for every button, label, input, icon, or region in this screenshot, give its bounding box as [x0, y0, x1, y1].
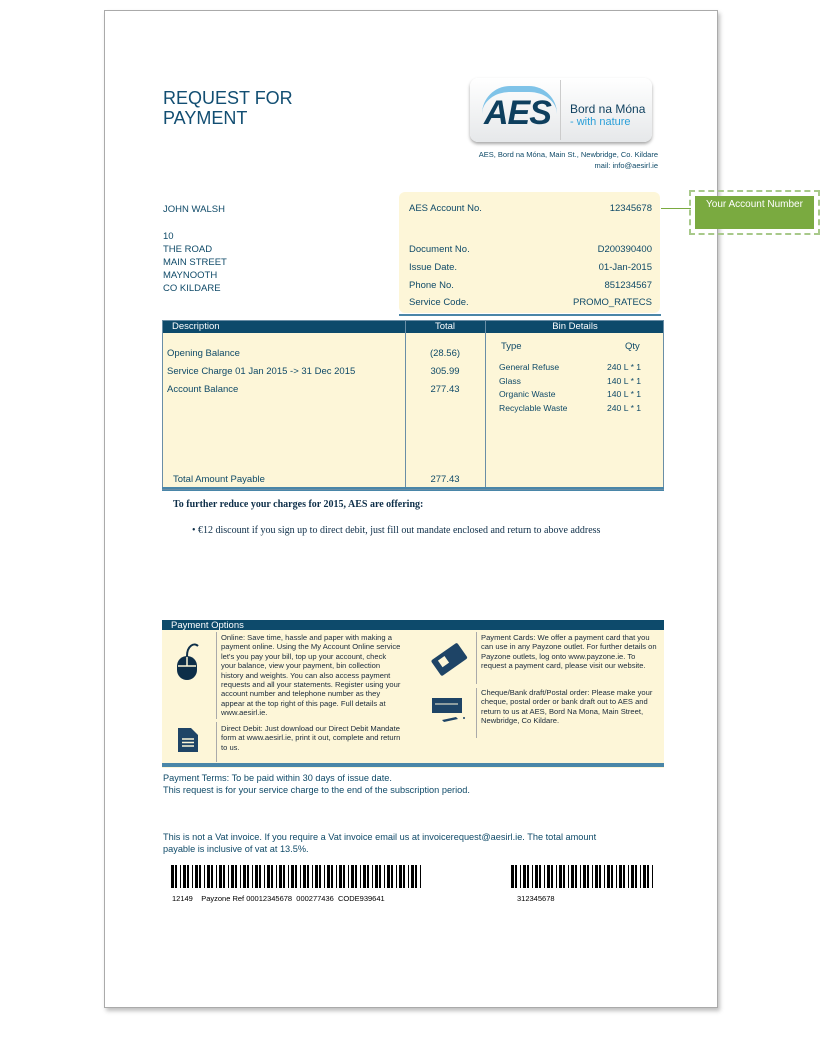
barcode-bar — [315, 865, 318, 888]
service-code-row: Service Code. PROMO_RATECS — [409, 297, 652, 308]
barcode-bar — [652, 865, 653, 888]
barcode-bar — [408, 865, 409, 888]
document-number-row: Document No. D200390400 — [409, 244, 652, 255]
barcode-bar — [300, 865, 301, 888]
bin-qtys: 240 L * 1 140 L * 1 140 L * 1 240 L * 1 — [607, 362, 642, 413]
barcode-bar — [331, 865, 333, 888]
barcode-bar — [623, 865, 625, 888]
barcode-bar — [571, 865, 574, 888]
barcode-bar — [367, 865, 369, 888]
barcode-bar — [312, 865, 313, 888]
total-amount-value: 277.43 — [430, 474, 460, 485]
barcode-bar — [515, 865, 517, 888]
barcode-bar — [171, 865, 174, 888]
issue-date-row: Issue Date. 01-Jan-2015 — [409, 262, 652, 273]
barcode-bar — [592, 865, 593, 888]
barcode-bar — [231, 865, 234, 888]
payment-options-heading: Payment Options — [162, 620, 664, 630]
barcode-bar — [640, 865, 641, 888]
barcode-bar — [240, 865, 241, 888]
barcode-bar — [375, 865, 378, 888]
barcode-bar — [199, 865, 201, 888]
barcode-bar — [599, 865, 601, 888]
barcode-bar — [403, 865, 405, 888]
barcode-bar — [575, 865, 577, 888]
total-amount-label: Total Amount Payable — [173, 474, 265, 485]
company-email: mail: info@aesirl.ie — [594, 161, 658, 170]
barcode-bar — [616, 865, 617, 888]
header-total: Total — [434, 321, 456, 332]
barcode-bar — [544, 865, 545, 888]
bin-qty-header: Qty — [625, 341, 640, 352]
barcode-bar — [535, 865, 538, 888]
barcode-bar — [647, 865, 649, 888]
barcode-bar — [595, 865, 598, 888]
divider — [162, 487, 664, 491]
barcode-bar — [295, 865, 297, 888]
barcode-bar — [604, 865, 605, 888]
page-title: REQUEST FOR PAYMENT — [163, 88, 293, 128]
barcode-bar — [192, 865, 193, 888]
barcode-bar — [399, 865, 402, 888]
barcode-bar — [547, 865, 550, 888]
barcode-bar — [619, 865, 622, 888]
barcode-bar — [539, 865, 541, 888]
payment-options — [162, 620, 664, 768]
customer-address: JOHN WALSH 10 THE ROAD MAIN STREET MAYNOOTH CO KILDARE — [163, 204, 227, 294]
barcode-bar — [336, 865, 337, 888]
barcode-bar — [247, 865, 249, 888]
barcode-bar — [303, 865, 306, 888]
barcode-bar — [175, 865, 177, 888]
bin-types: General Refuse Glass Organic Waste Recyclable Waste — [499, 362, 568, 413]
mouse-icon — [174, 640, 200, 682]
barcode-bar — [520, 865, 521, 888]
barcode-bar — [291, 865, 294, 888]
barcode-bar — [339, 865, 342, 888]
barcode-bar — [276, 865, 277, 888]
account-barcode-text: 312345678 — [517, 894, 555, 903]
barcode-bar — [211, 865, 213, 888]
barcode-bar — [551, 865, 553, 888]
barcode-bar — [324, 865, 325, 888]
barcode-bar — [271, 865, 273, 888]
payzone-barcode-text: 12149 Payzone Ref 00012345678 000277436 CODE939641 — [172, 894, 385, 903]
barcode-bar — [183, 865, 186, 888]
aes-logo: AES Bord na Móna - with nature — [470, 78, 652, 142]
barcode-bar — [527, 865, 529, 888]
header-bin-details: Bin Details — [552, 321, 598, 332]
barcode-bar — [327, 865, 330, 888]
total-column: (28.56) 305.99 277.43 — [429, 348, 461, 395]
barcode-bar — [235, 865, 237, 888]
barcode-bar — [391, 865, 393, 888]
barcode-bar — [288, 865, 289, 888]
barcode-bar — [319, 865, 321, 888]
offer-bullet: • €12 discount if you sign up to direct debit, just fill out mandate enclosed and return to above address — [192, 525, 601, 536]
barcode-bar — [355, 865, 357, 888]
barcode-bar — [631, 865, 634, 888]
barcode-bar — [568, 865, 569, 888]
charges-table — [162, 320, 664, 490]
barcode-bar — [343, 865, 345, 888]
barcode-bar — [607, 865, 610, 888]
barcode-bar — [360, 865, 361, 888]
barcode-bar — [187, 865, 189, 888]
divider — [162, 763, 664, 767]
barcode-bar — [415, 865, 417, 888]
payzone-barcode — [171, 865, 424, 888]
barcode-bar — [180, 865, 181, 888]
barcode-bar — [252, 865, 253, 888]
barcode-bar — [207, 865, 210, 888]
account-barcode — [511, 865, 656, 888]
barcode-bar — [643, 865, 646, 888]
account-number-row: AES Account No. 12345678 — [409, 203, 652, 214]
barcode-bar — [204, 865, 205, 888]
online-payment-text: Online: Save time, hassle and paper with making a payment online. Using the My Account Online service let's you pay your bill, top up your account, check your balance, view your payment, bin collection history and weights. You can also access payment requests and all your statements. Register using your account number and telephone number as they appear at the top right of this page. Full details at www.aesirl.ie. — [221, 633, 401, 718]
barcode-bar — [195, 865, 198, 888]
barcode-bar — [580, 865, 581, 888]
barcode-bar — [556, 865, 557, 888]
account-details-box — [399, 192, 660, 313]
barcode-bar — [279, 865, 282, 888]
barcode-bar — [628, 865, 629, 888]
payment-card-icon — [430, 642, 468, 676]
barcode-bar — [420, 865, 421, 888]
barcode-bar — [255, 865, 258, 888]
description-column: Opening Balance Service Charge 01 Jan 2015 -> 31 Dec 2015 Account Balance — [167, 348, 356, 395]
cheque-text: Cheque/Bank draft/Postal order: Please make your cheque, postal order or bank draft out to AES and return to us at AES, Bord Na Mona, Main Street, Newbridge, Co Kildare. — [481, 688, 653, 726]
barcode-bar — [223, 865, 225, 888]
barcode-bar — [259, 865, 261, 888]
barcode-bar — [532, 865, 533, 888]
barcode-bar — [264, 865, 265, 888]
direct-debit-text: Direct Debit: Just download our Direct Debit Mandate form at www.aesirl.ie, print it out, complete and return to us. — [221, 724, 401, 752]
barcode-bar — [228, 865, 229, 888]
bin-type-header: Type — [501, 341, 522, 352]
phone-row: Phone No. 851234567 — [409, 280, 652, 291]
header-description: Description — [172, 321, 220, 332]
barcode-bar — [372, 865, 373, 888]
cheque-icon — [430, 696, 468, 726]
barcode-bar — [243, 865, 246, 888]
barcode-bar — [384, 865, 385, 888]
barcode-bar — [283, 865, 285, 888]
barcode-bar — [411, 865, 414, 888]
account-number-callout: Your Account Number — [689, 190, 820, 235]
barcode-bar — [396, 865, 397, 888]
barcode-bar — [379, 865, 381, 888]
barcode-bar — [611, 865, 613, 888]
document-icon — [178, 728, 198, 752]
payment-cards-text: Payment Cards: We offer a payment card that you can use in any Payzone outlet. For further details on Payzone outlets, log onto www.payzone.ie. To request a payment card, please visit our website. — [481, 633, 657, 671]
barcode-bar — [216, 865, 217, 888]
callout-connector — [661, 208, 691, 209]
divider — [399, 314, 661, 316]
company-address: AES, Bord na Móna, Main St., Newbridge, Co. Kildare — [478, 150, 658, 159]
barcode-bar — [307, 865, 309, 888]
barcode-bar — [351, 865, 354, 888]
barcode-bar — [635, 865, 637, 888]
barcode-bar — [363, 865, 366, 888]
barcode-bar — [511, 865, 514, 888]
barcode-bar — [219, 865, 222, 888]
barcode-bar — [563, 865, 565, 888]
barcode-bar — [523, 865, 526, 888]
barcode-bar — [559, 865, 562, 888]
barcode-bar — [587, 865, 589, 888]
payment-terms: Payment Terms: To be paid within 30 days of issue date. This request is for your service charge to the end of the subscription period. — [163, 773, 470, 795]
offer-heading: To further reduce your charges for 2015, AES are offering: — [173, 499, 424, 510]
barcode-bar — [387, 865, 390, 888]
barcode-bar — [267, 865, 270, 888]
barcode-bar — [348, 865, 349, 888]
barcode-bar — [583, 865, 586, 888]
vat-note: This is not a Vat invoice. If you require a Vat invoice email us at invoicerequest@aesirl.ie. The total amount payable is inclusive of vat at 13.5%. — [163, 832, 597, 854]
